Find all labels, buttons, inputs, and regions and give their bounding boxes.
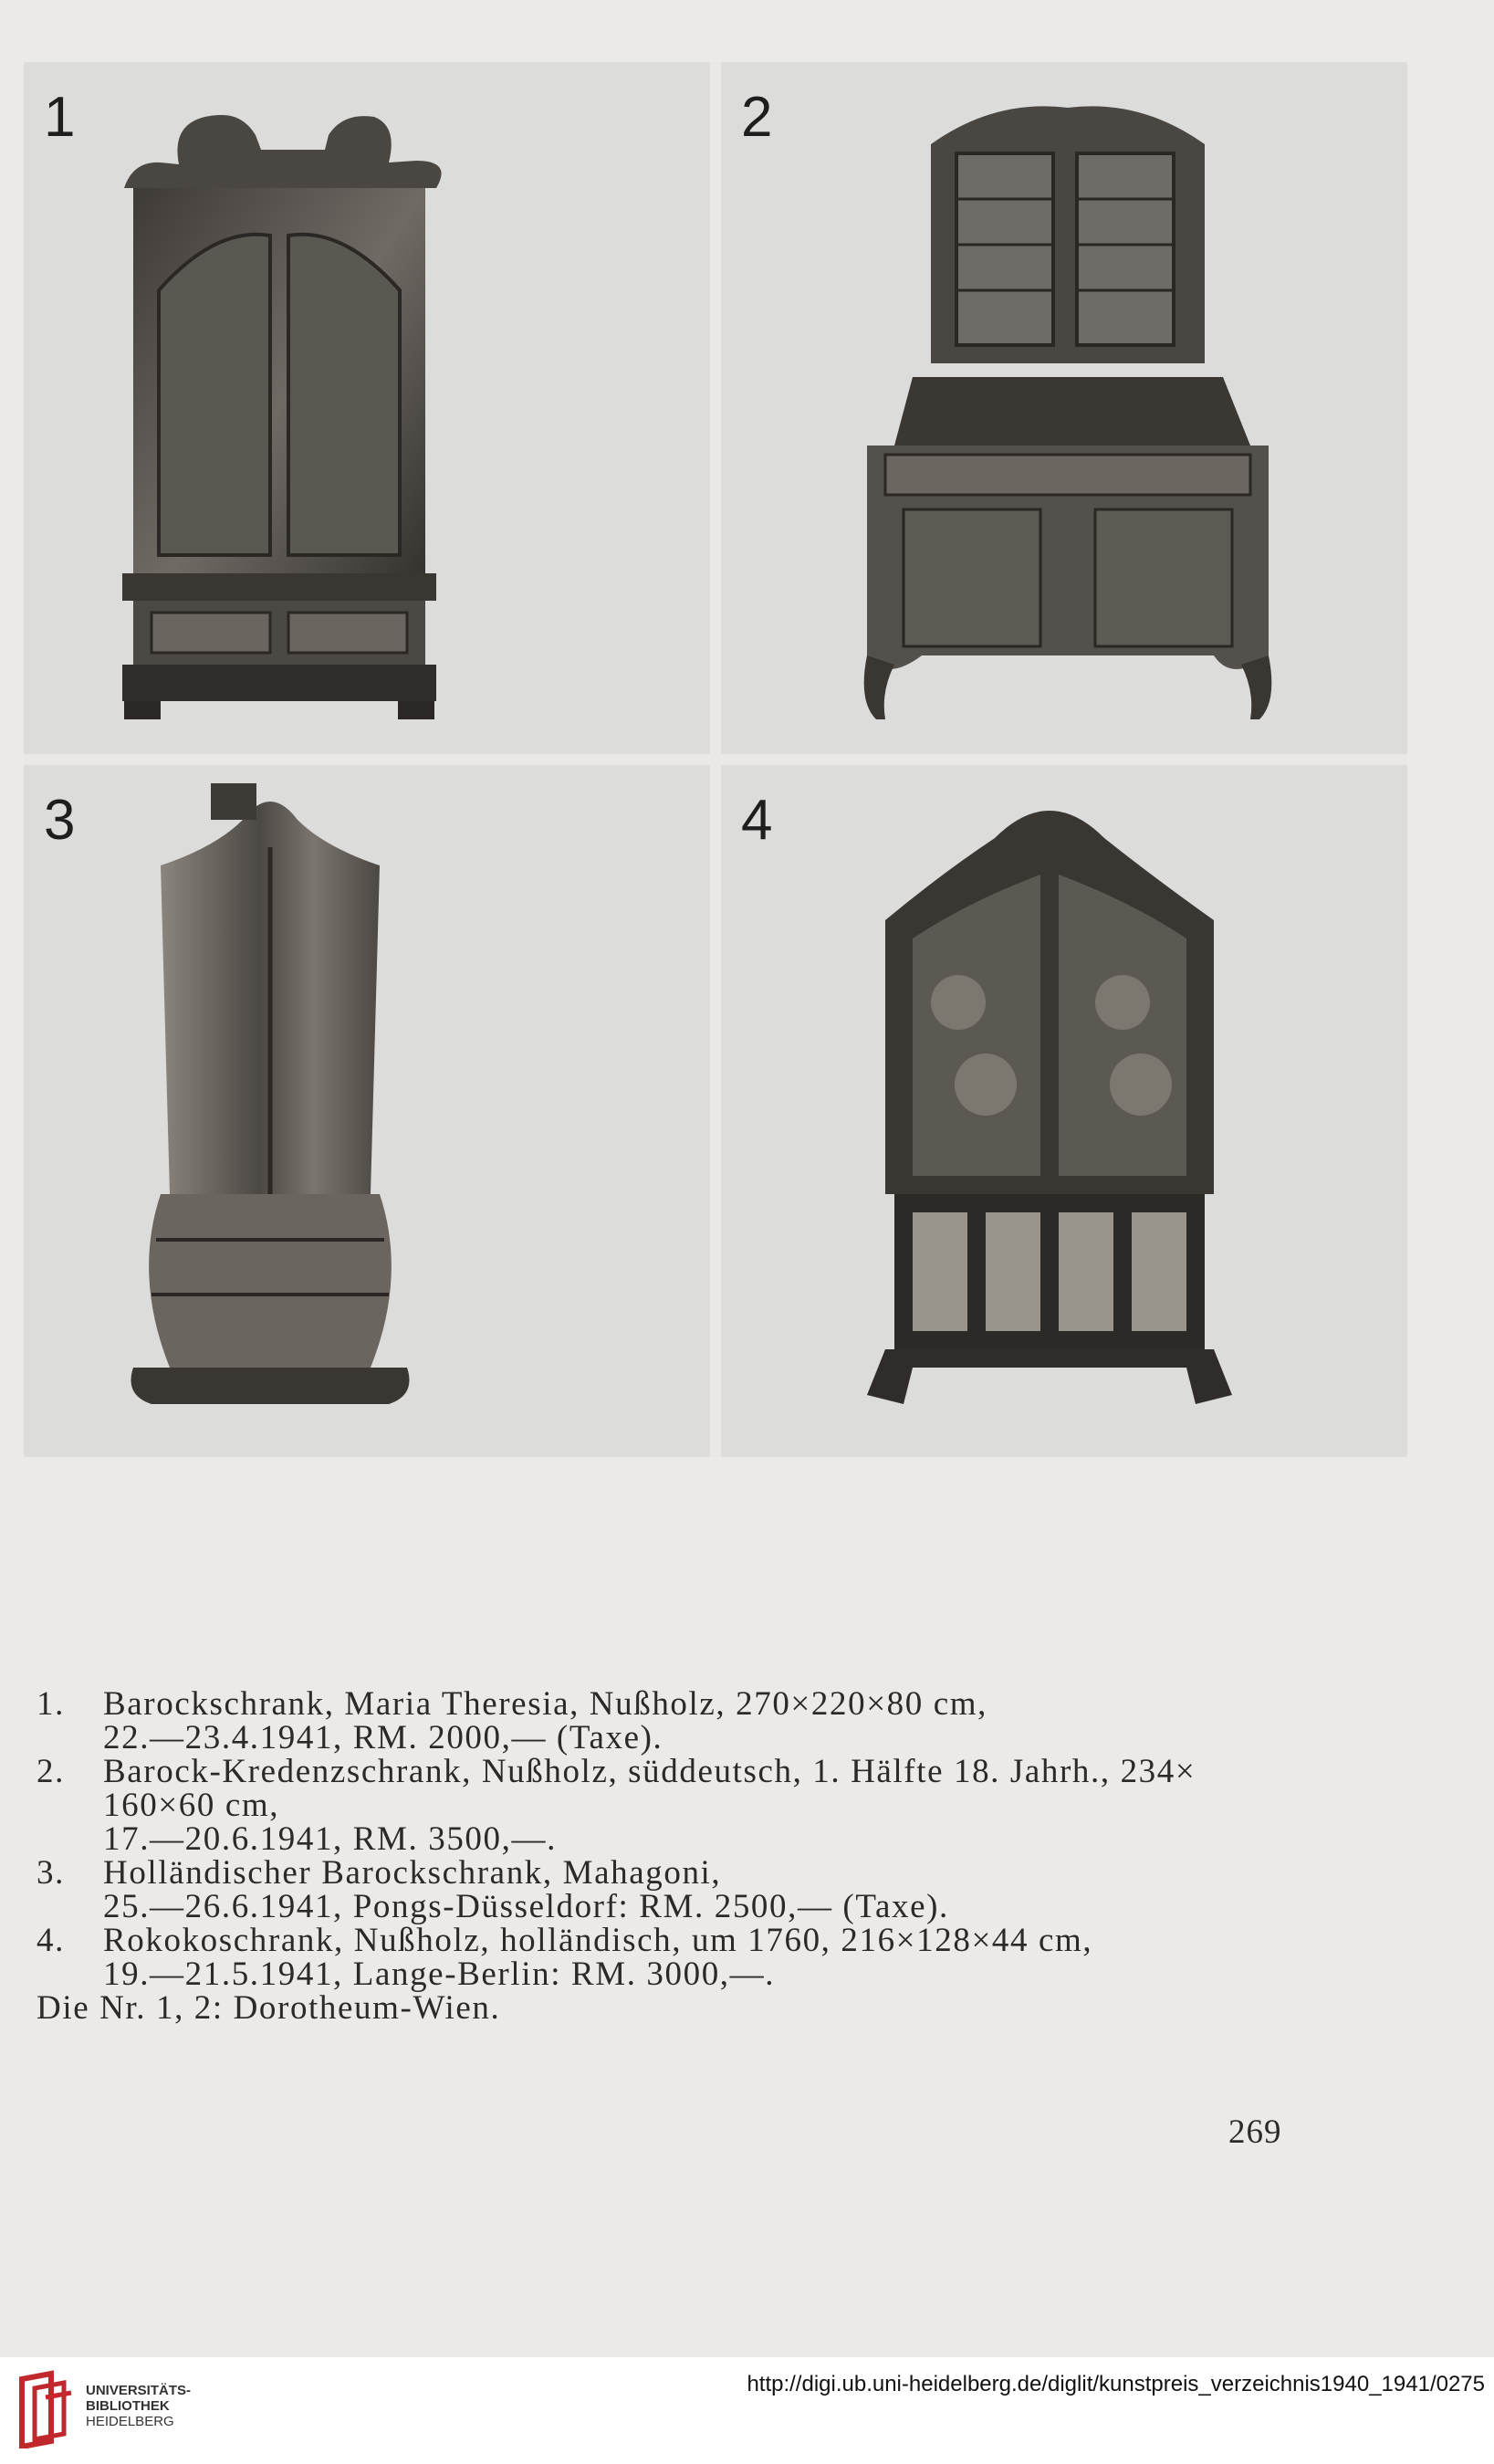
photo-panel-4 bbox=[721, 765, 1407, 1457]
caption-number-4: 4. bbox=[37, 1922, 65, 1959]
caption-text-6: Holländischer Barockschrank, Mahagoni, bbox=[103, 1854, 722, 1892]
caption-number-2: 2. bbox=[37, 1753, 65, 1790]
caption-text-4: 160×60 cm, bbox=[103, 1787, 280, 1824]
credenza-cabinet-image bbox=[721, 62, 1407, 754]
dutch-baroque-cabinet-image bbox=[24, 765, 710, 1457]
library-name-line-1: UNIVERSITÄTS- bbox=[86, 2383, 192, 2398]
caption-text-9: 19.—21.5.1941, Lange-Berlin: RM. 3000,—. bbox=[103, 1955, 776, 1993]
panel-number-3: 3 bbox=[44, 789, 76, 852]
library-name-line-2: BIBLIOTHEK bbox=[86, 2398, 170, 2414]
caption-text-2: 22.—23.4.1941, RM. 2000,— (Taxe). bbox=[103, 1719, 663, 1756]
library-name-line-3: HEIDELBERG bbox=[86, 2414, 174, 2429]
page-number: 269 bbox=[1228, 2113, 1282, 2151]
panel-number-4: 4 bbox=[741, 789, 773, 852]
caption-block bbox=[37, 1687, 1405, 2025]
panel-number-1: 1 bbox=[44, 86, 76, 149]
caption-text-5: 17.—20.6.1941, RM. 3500,—. bbox=[103, 1820, 557, 1858]
caption-text-1: Barockschrank, Maria Theresia, Nußholz, 270×220×80 cm, bbox=[103, 1685, 987, 1723]
panel-number-2: 2 bbox=[741, 86, 773, 149]
photo-plate bbox=[24, 62, 1407, 1457]
caption-text-7: 25.—26.6.1941, Pongs-Düsseldorf: RM. 2500,— (Taxe). bbox=[103, 1888, 949, 1925]
caption-item-4 bbox=[37, 1924, 1405, 1957]
library-name bbox=[86, 2383, 191, 2429]
caption-item-2 bbox=[37, 1755, 1405, 1788]
photo-panel-2 bbox=[721, 62, 1407, 754]
photo-panel-1 bbox=[24, 62, 710, 754]
photo-panel-3 bbox=[24, 765, 710, 1457]
library-logo-icon bbox=[15, 2370, 78, 2448]
digitization-footer bbox=[0, 2357, 1494, 2464]
caption-text-3: Barock-Kredenzschrank, Nußholz, süddeutsch, 1. Hälfte 18. Jahrh., 234× bbox=[103, 1753, 1196, 1790]
caption-number-1: 1. bbox=[37, 1685, 65, 1723]
caption-item-1 bbox=[37, 1687, 1405, 1721]
caption-item-3 bbox=[37, 1856, 1405, 1890]
caption-number-3: 3. bbox=[37, 1854, 65, 1892]
caption-text-8: Rokokoschrank, Nußholz, holländisch, um 1760, 216×128×44 cm, bbox=[103, 1922, 1093, 1959]
baroque-cabinet-image bbox=[24, 62, 710, 754]
source-url-link[interactable]: http://digi.ub.uni-heidelberg.de/diglit/kunstpreis_verzeichnis1940_1941/0275 bbox=[747, 2372, 1485, 2396]
caption-source-note: Die Nr. 1, 2: Dorotheum-Wien. bbox=[37, 1989, 501, 2027]
rococo-cabinet-image bbox=[721, 765, 1407, 1457]
